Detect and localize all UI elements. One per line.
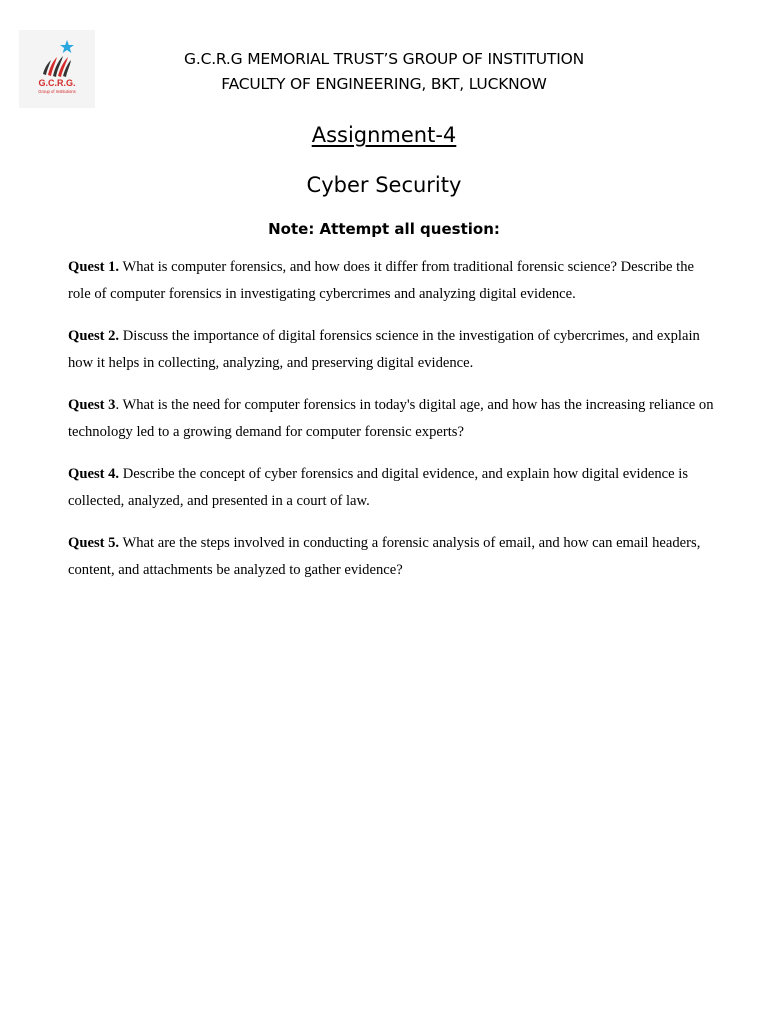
- question-1: [68, 254, 718, 308]
- question-label: Quest 3: [68, 397, 116, 413]
- question-label: Quest 2.: [68, 328, 120, 344]
- question-label: Quest 4.: [68, 466, 120, 482]
- question-text: Describe the concept of cyber forensics and digital evidence, and explain how digital evidence is collected, analyzed, and presented in a court of law.: [68, 466, 689, 509]
- question-text: . What is the need for computer forensics in today's digital age, and how has the increasing reliance on technology led to a growing demand for computer forensic experts?: [68, 397, 714, 440]
- faculty-name: FACULTY OF ENGINEERING, BKT, LUCKNOW: [221, 75, 547, 93]
- institution-name: G.C.R.G MEMORIAL TRUST’S GROUP OF INSTITUTION: [184, 50, 584, 68]
- question-label: Quest 1.: [68, 259, 120, 275]
- svg-text:G.C.R.G.: G.C.R.G.: [38, 78, 76, 88]
- svg-text:Group of Institutions: Group of Institutions: [38, 89, 76, 94]
- question-text: What are the steps involved in conducting a forensic analysis of email, and how can email headers, content, and attachments be analyzed to gather evidence?: [68, 535, 701, 578]
- question-4: [68, 461, 718, 515]
- instruction-note: Note: Attempt all question:: [268, 220, 500, 238]
- assignment-title: Assignment-4: [311, 123, 457, 147]
- question-label: Quest 5.: [68, 535, 120, 551]
- question-text: What is computer forensics, and how does it differ from traditional forensic science? Describe the role of computer forensics in investigating cybercrimes and analyzing digital evidence.: [68, 259, 694, 302]
- question-5: [68, 530, 718, 584]
- question-list: [68, 254, 718, 599]
- question-2: [68, 323, 718, 377]
- question-3: [68, 392, 718, 446]
- question-text: Discuss the importance of digital forensics science in the investigation of cybercrimes, and explain how it helps in collecting, analyzing, and preserving digital evidence.: [68, 328, 700, 371]
- subject-title: Cyber Security: [306, 173, 462, 197]
